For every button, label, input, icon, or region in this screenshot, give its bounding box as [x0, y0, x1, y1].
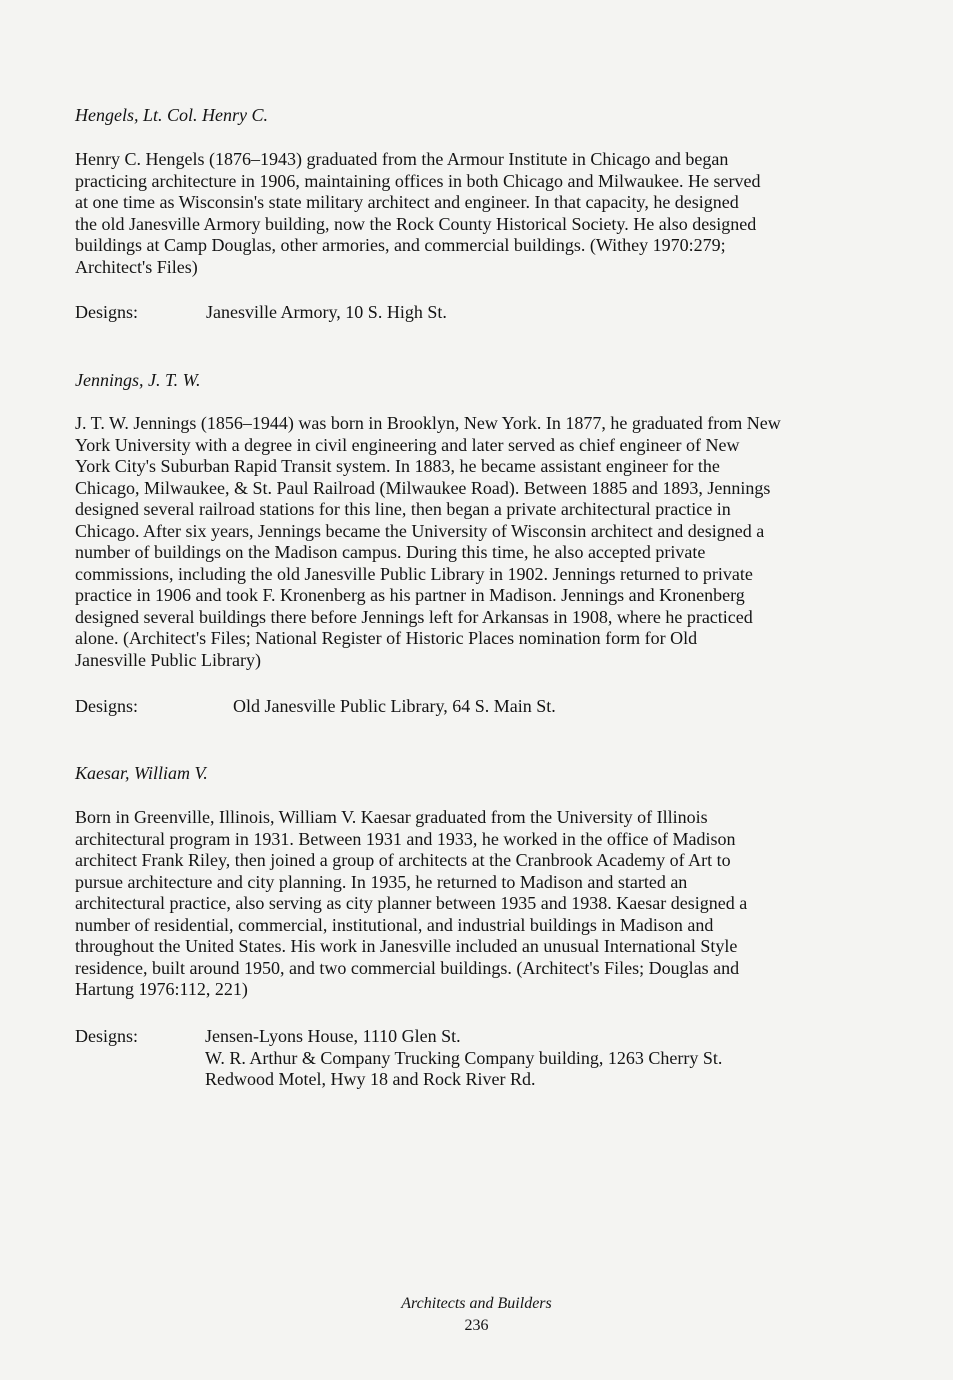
page-number: 236	[464, 1317, 489, 1334]
design-item: W. R. Arthur & Company Trucking Company building, 1263 Cherry St.	[205, 1047, 723, 1068]
body-line: architect Frank Riley, then joined a group of architects at the Cranbrook Academy of Art to	[75, 850, 731, 870]
body-line: Chicago, Milwaukee, & St. Paul Railroad (Milwaukee Road). Between 1885 and 1893, Jennings	[75, 477, 771, 498]
body-line: residence, built around 1950, and two commercial buildings. (Architect's Files; Douglas and	[75, 957, 740, 978]
body-line: alone. (Architect's Files; National Register of Historic Places nomination form for Old	[75, 628, 698, 648]
body-line: buildings at Camp Douglas, other armories, and commercial buildings. (Withey 1970:279;	[75, 235, 726, 255]
entry-heading-jennings: Jennings, J. T. W.	[75, 370, 201, 390]
design-item: Jensen-Lyons House, 1110 Glen St.	[205, 1026, 461, 1046]
body-line: designed several buildings there before Jennings left for Arkansas in 1908, where he practiced	[75, 606, 753, 627]
designs-label: Designs:	[75, 696, 138, 716]
body-line: throughout the United States. His work in Janesville included an unusual International Style	[75, 936, 738, 956]
designs-label: Designs:	[75, 1026, 138, 1046]
body-line: commissions, including the old Janesville Public Library in 1902. Jennings returned to private	[75, 563, 753, 584]
design-item: Janesville Armory, 10 S. High St.	[206, 302, 447, 322]
body-line: practice in 1906 and took F. Kronenberg as his partner in Madison. Jennings and Kronenberg	[75, 585, 745, 605]
entry-body-jennings	[75, 413, 875, 671]
page-footer	[0, 1293, 953, 1337]
entry-body-hengels	[75, 149, 875, 278]
body-line: number of residential, commercial, institutional, and industrial buildings in Madison and	[75, 914, 714, 935]
entry-body-kaesar	[75, 807, 875, 1001]
body-line: at one time as Wisconsin's state military architect and engineer. In that capacity, he designed	[75, 192, 739, 212]
body-line: Hartung 1976:112, 221)	[75, 979, 248, 999]
body-line: J. T. W. Jennings (1856–1944) was born in Brooklyn, New York. In 1877, he graduated from New	[75, 413, 781, 433]
design-item: Old Janesville Public Library, 64 S. Main St.	[233, 696, 556, 716]
body-line: architectural practice, also serving as city planner between 1935 and 1938. Kaesar designed a	[75, 893, 748, 913]
body-line: the old Janesville Armory building, now the Rock County Historical Society. He also designed	[75, 213, 757, 234]
body-line: number of buildings on the Madison campus. During this time, he also accepted private	[75, 542, 706, 562]
body-line: Janesville Public Library)	[75, 649, 261, 670]
body-line: Chicago. After six years, Jennings became the University of Wisconsin architect and designed a	[75, 520, 765, 541]
designs-label: Designs:	[75, 302, 138, 322]
design-item: Redwood Motel, Hwy 18 and Rock River Rd.	[205, 1069, 536, 1089]
body-line: practicing architecture in 1906, maintaining offices in both Chicago and Milwaukee. He served	[75, 170, 761, 191]
body-line: architectural program in 1931. Between 1931 and 1933, he worked in the office of Madison	[75, 828, 736, 849]
body-line: York University with a degree in civil engineering and later served as chief engineer of New	[75, 434, 740, 455]
entry-heading-hengels: Hengels, Lt. Col. Henry C.	[75, 105, 268, 125]
body-line: Henry C. Hengels (1876–1943) graduated from the Armour Institute in Chicago and began	[75, 149, 729, 169]
footer-title: Architects and Builders	[401, 1295, 552, 1312]
entry-heading-kaesar: Kaesar, William V.	[75, 763, 208, 783]
body-line: Architect's Files)	[75, 256, 198, 277]
body-line: Born in Greenville, Illinois, William V. Kaesar graduated from the University of Illinois	[75, 807, 708, 827]
body-line: York City's Suburban Rapid Transit system. In 1883, he became assistant engineer for the	[75, 456, 720, 476]
body-line: pursue architecture and city planning. In 1935, he returned to Madison and started an	[75, 871, 688, 892]
body-line: designed several railroad stations for this line, then began a private architectural practice in	[75, 499, 731, 519]
